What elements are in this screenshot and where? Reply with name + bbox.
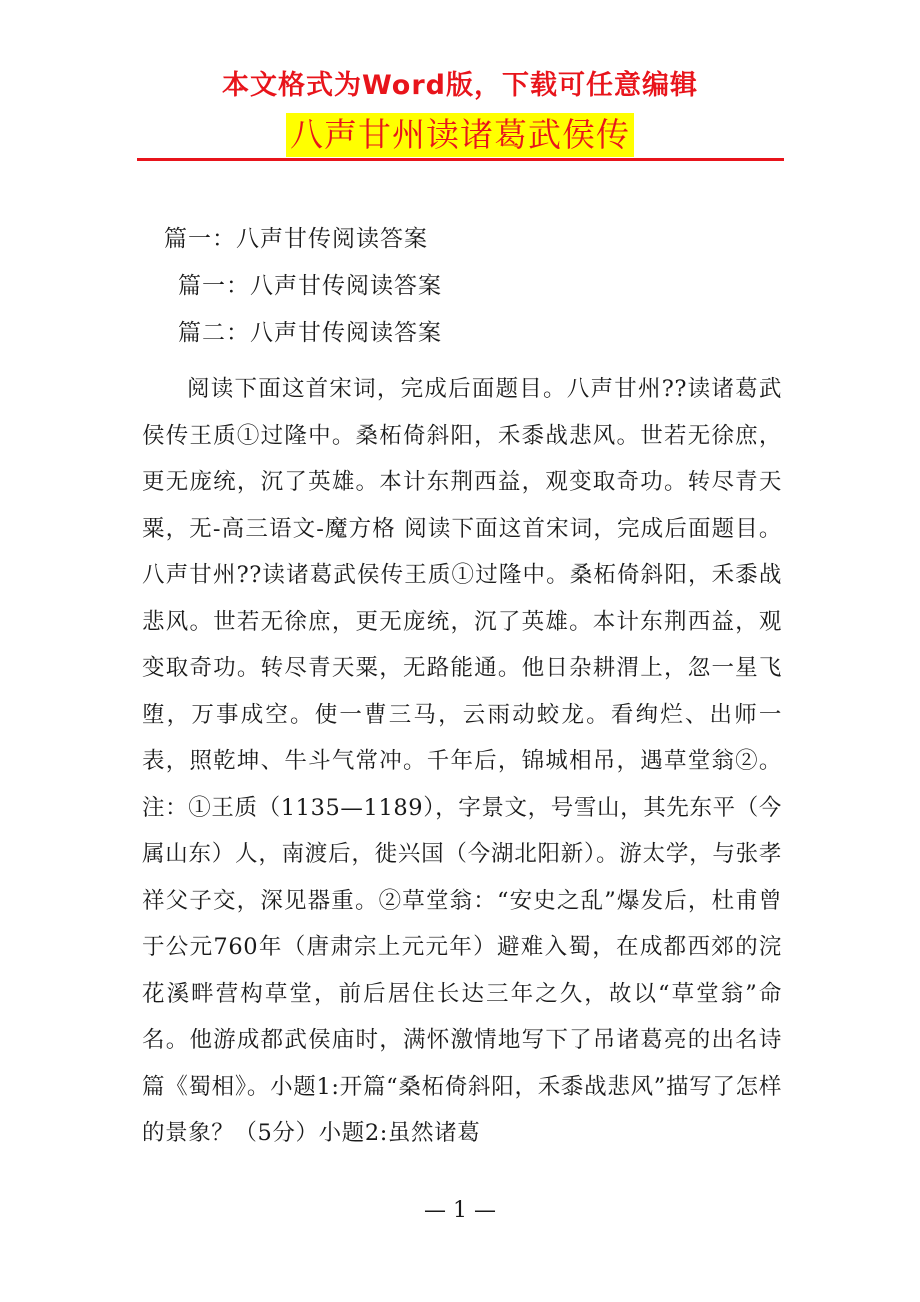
heading-line-2: 篇一：八声甘传阅读答案 bbox=[178, 273, 442, 299]
body-paragraph: 阅读下面这首宋词，完成后面题目。八声甘州??读诸葛武侯传王质①过隆中。桑柘倚斜阳，禾黍战悲风。世若无徐庶，更无庞统，沉了英雄。本计东荆西益，观变取奇功。转尽青天粟，无-高三语文-魔方格 阅读下面这首宋词，完成后面题目。八声甘州??读诸葛武侯传王质①过隆中。桑柘倚斜阳，禾黍战悲风。世若无徐庶，更无庞统，沉了英雄。本计东荆西益，观变取奇功。转尽青天粟，无路能通。他日杂耕渭上，忽一星飞堕，万事成空。使一曹三马，云雨动蛟龙。看绚烂、出师一表，照乾坤、牛斗气常冲。千年后，锦城相吊，遇草堂翁②。注：①王质（1135—1189），字景文，号雪山，其先东平（今属山东）人，南渡后，徙兴国（今湖北阳新）。游太学，与张孝祥父子交，深见器重。②草堂翁：“安史之乱”爆发后，杜甫曾于公元760年（唐肃宗上元元年）避难入蜀，在成都西郊的浣花溪畔营构草堂，前后居住长达三年之久，故以“草堂翁”命名。他游成都武侯庙时，满怀激情地写下了吊诸葛亮的出名诗篇《蜀相》。小题1:开篇“桑柘倚斜阳，禾黍战悲风”描写了怎样的景象？（5分）小题2:虽然诸葛 bbox=[142, 376, 782, 1146]
title-container bbox=[0, 113, 920, 157]
page-number: — 1 — bbox=[424, 1198, 496, 1223]
heading-line-3: 篇二：八声甘传阅读答案 bbox=[178, 320, 442, 346]
title-divider bbox=[137, 158, 784, 161]
document-title: 八声甘州读诸葛武侯传 bbox=[286, 113, 634, 157]
format-notice-banner: 本文格式为Word版，下载可任意编辑 bbox=[221, 70, 698, 101]
heading-line-1: 篇一：八声甘传阅读答案 bbox=[164, 226, 428, 252]
